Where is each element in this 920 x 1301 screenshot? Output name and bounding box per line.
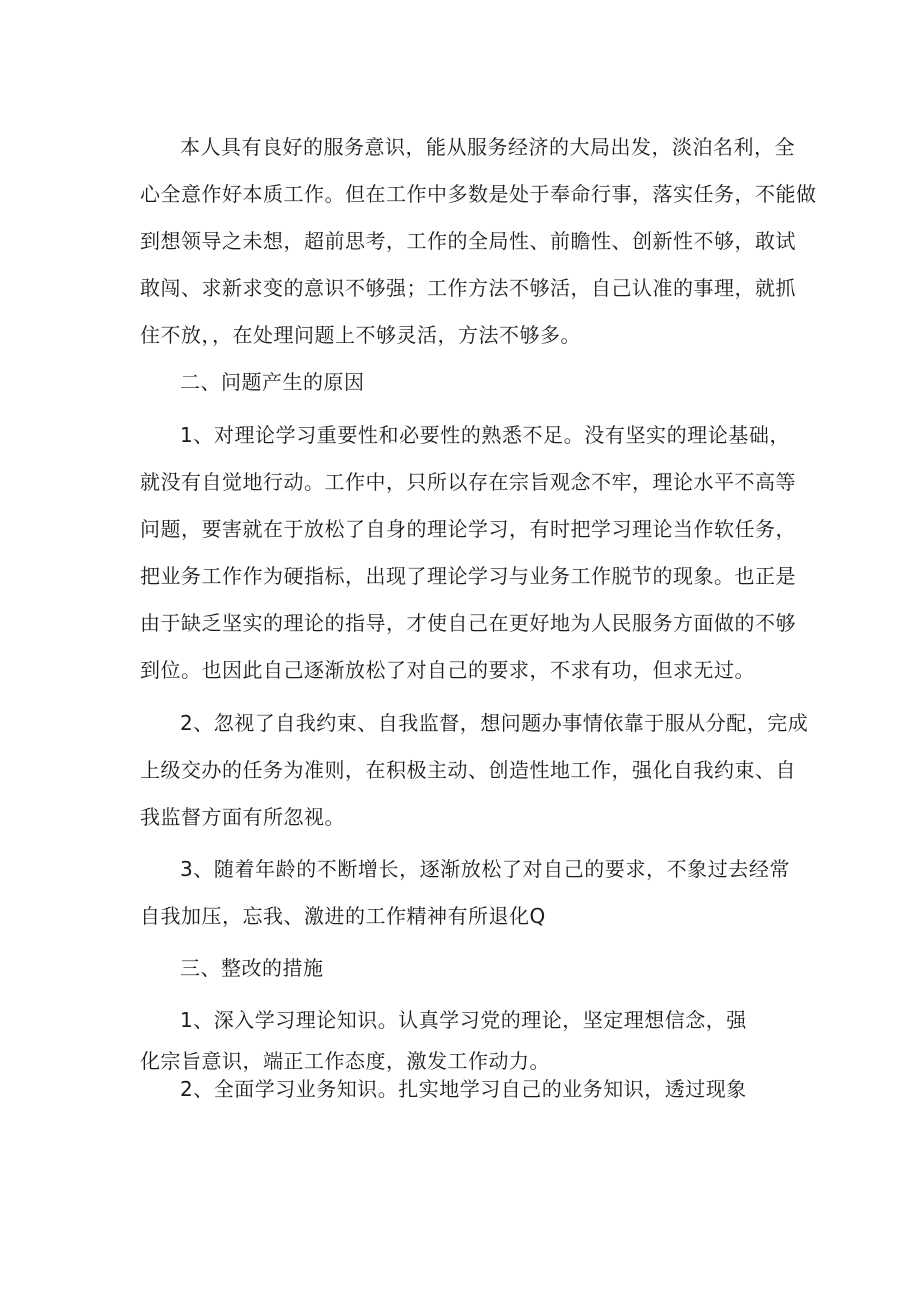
text-line-7: 1、对理论学习重要性和必要性的熟悉不足。没有坚实的理论基础， [180, 423, 790, 447]
text-line-3: 到想领导之未想，超前思考，工作的全局性、前瞻性、创新性不够，敢试 [140, 229, 796, 253]
text-line-14: 上级交办的任务为准则，在积极主动、创造性地工作，强化自我约束、自 [140, 758, 796, 782]
text-line-17: 自我加压，忘我、激进的工作精神有所退化Q [140, 904, 546, 928]
text-line-19: 1、深入学习理论知识。认真学习党的理论，坚定理想信念，强 [180, 1008, 747, 1032]
section-heading-3: 三、整改的措施 [180, 956, 324, 980]
text-line-4: 敢闯、求新求变的意识不够强；工作方法不够活，自己认准的事理，就抓 [140, 276, 796, 300]
text-line-21: 2、全面学习业务知识。扎实地学习自己的业务知识，透过现象 [180, 1077, 747, 1101]
text-line-5: 住不放，，在处理问题上不够灵活，方法不够多。 [140, 323, 581, 347]
text-line-11: 由于缺乏坚实的理论的指导，才使自己在更好地为人民服务方面做的不够 [140, 611, 796, 635]
text-line-10: 把业务工作作为硬指标，出现了理论学习与业务工作脱节的现象。也正是 [140, 564, 796, 588]
text-line-13: 2、忽视了自我约束、自我监督，想问题办事情依靠于服从分配，完成 [180, 711, 809, 735]
text-line-16: 3、随着年龄的不断增长，逐渐放松了对自己的要求，不象过去经常 [180, 857, 790, 881]
text-line-9: 问题，要害就在于放松了自身的理论学习，有时把学习理论当作软任务， [140, 517, 796, 541]
section-heading-2: 二、问题产生的原因 [180, 370, 365, 394]
text-line-15: 我监督方面有所忽视。 [140, 805, 345, 829]
text-line-8: 就没有自觉地行动。工作中，只所以存在宗旨观念不牢，理论水平不高等 [140, 470, 796, 494]
text-line-2: 心全意作好本质工作。但在工作中多数是处于奉命行事，落实任务，不能做 [140, 182, 817, 206]
text-line-20: 化宗旨意识，端正工作态度，激发工作动力。 [140, 1049, 550, 1073]
text-line-12: 到位。也因此自己逐渐放松了对自己的要求，不求有功，但求无过。 [140, 658, 755, 682]
text-line-1: 本人具有良好的服务意识，能从服务经济的大局出发，淡泊名利，全 [180, 135, 795, 159]
